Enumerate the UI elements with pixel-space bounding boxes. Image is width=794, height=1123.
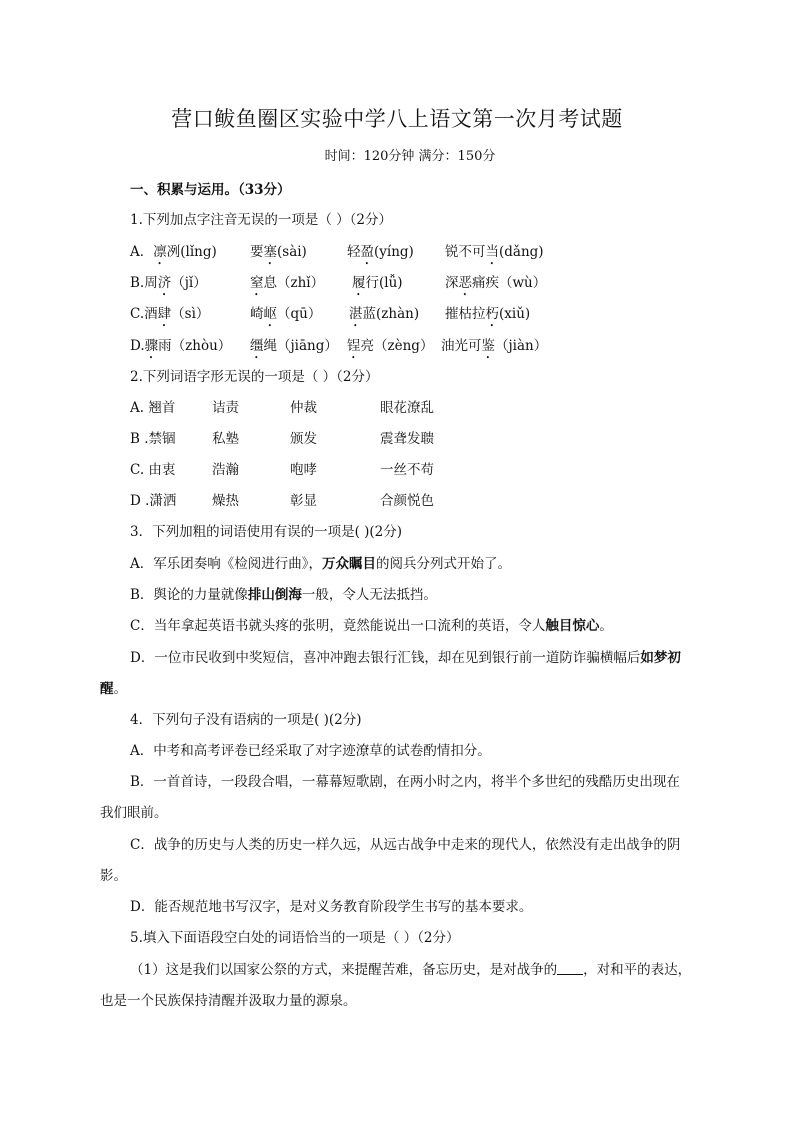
q1-d-word-4: 油光可鉴（jiàn） [441,338,548,354]
q1-a-word-3: 轻盈(yíng) [347,244,414,260]
q1-a-word-2: 要塞(sài) [250,244,307,260]
q3-option-a: A．军乐团奏响《检阅进行曲》，万众瞩目的阅兵分列式开始了。 [130,556,511,572]
q1-b-word-2: 窒息（zhǐ） [250,275,325,291]
q2-d-word-4: 合颜悦色 [380,493,434,509]
q1-b-word-3: 履行(lǚ) [352,275,403,291]
exam-info: 时间：120分钟 满分：150分 [324,149,496,164]
q3-option-c: C．当年拿起英语书就头疼的张明，竟然能说出一口流利的英语，令人触目惊心。 [130,618,613,634]
question-5-stem: 5.填入下面语段空白处的词语恰当的一项是（ ）（2分） [130,930,460,946]
section-heading: 一、积累与运用。（33分） [130,182,291,198]
q3-option-d-continued: 醒。 [100,681,127,697]
q2-option-d: D .潇洒 [130,493,177,509]
q4-option-d: D．能否规范地书写汉字，是对义务教育阶段学生书写的基本要求。 [130,899,533,915]
q2-b-word-4: 震聋发聩 [380,431,434,447]
q2-option-a: A. 翘首 [130,400,176,416]
q4-option-b-continued: 我们眼前。 [100,805,168,821]
q5-paragraph-1: （1）这是我们以国家公祭的方式，来提醒苦难，备忘历史，是对战争的 ，对和平的表达， [130,962,692,978]
q2-c-word-2: 浩瀚 [212,462,239,478]
question-2-stem: 2.下列词语字形无误的一项是（ ）（2分） [130,369,379,385]
q2-b-word-3: 颁发 [290,431,317,447]
q5-paragraph-1-continued: 也是一个民族保持清醒并汲取力量的源泉。 [100,993,357,1009]
q4-option-a: A．中考和高考评卷已经采取了对字迹潦草的试卷酌情扣分。 [130,743,491,759]
q4-option-c: C．战争的历史与人类的历史一样久远，从远古战争中走来的现代人，依然没有走出战争的阴 [130,837,681,853]
q3-option-b: B．舆论的力量就像排山倒海一般，令人无法抵挡。 [130,587,437,603]
q2-d-word-3: 彰显 [290,493,317,509]
q4-option-c-continued: 影。 [100,868,127,884]
q2-option-c: C. 由衷 [130,462,176,478]
question-3-stem: 3．下列加粗的词语使用有误的一项是( )(2分) [130,524,403,540]
q1-option-a: A．凛冽(lǐng) [130,244,217,260]
q1-c-word-4: 摧枯拉朽(xiǔ) [445,306,531,322]
fill-blank [557,961,583,975]
q4-option-b: B．一首首诗，一段段合唱，一幕幕短歌剧，在两小时之内，将半个多世纪的残酷历史出现在 [130,774,680,790]
page-title: 营口鲅鱼圈区实验中学八上语文第一次月考试题 [171,107,623,131]
q3-option-d: D．一位市民收到中奖短信，喜冲冲跑去银行汇钱，却在见到银行前一道防诈骗横幅后如梦初 [130,650,681,666]
q1-a-word-4: 锐不可当(dǎng) [445,244,544,260]
q2-a-word-4: 眼花潦乱 [380,400,434,416]
q2-a-word-2: 诘责 [212,400,239,416]
q2-c-word-4: 一丝不苟 [380,462,434,478]
q1-d-word-3: 锃亮（zèng） [347,338,434,354]
q2-c-word-3: 咆哮 [290,462,317,478]
q1-b-word-4: 深恶痛疾（wù） [445,275,547,291]
q1-c-word-3: 湛蓝(zhàn) [349,306,420,322]
q2-a-word-3: 仲裁 [290,400,317,416]
q2-option-b: B .禁锢 [130,431,176,447]
q1-c-word-2: 崎岖（qū） [250,306,322,322]
q1-option-b: B.周济（jǐ） [130,275,207,291]
q1-option-c: C.酒肆（sì） [130,306,210,322]
q1-option-d: D.骤雨（zhòu） [130,338,232,354]
question-1-stem: 1.下列加点字注音无误的一项是（ ）（2分） [130,212,393,228]
q2-d-word-2: 燥热 [212,493,239,509]
question-4-stem: 4．下列句子没有语病的一项是( )(2分) [130,712,362,728]
q2-b-word-2: 私塾 [212,431,239,447]
q1-d-word-2: 缰绳（jiāng） [250,338,338,354]
